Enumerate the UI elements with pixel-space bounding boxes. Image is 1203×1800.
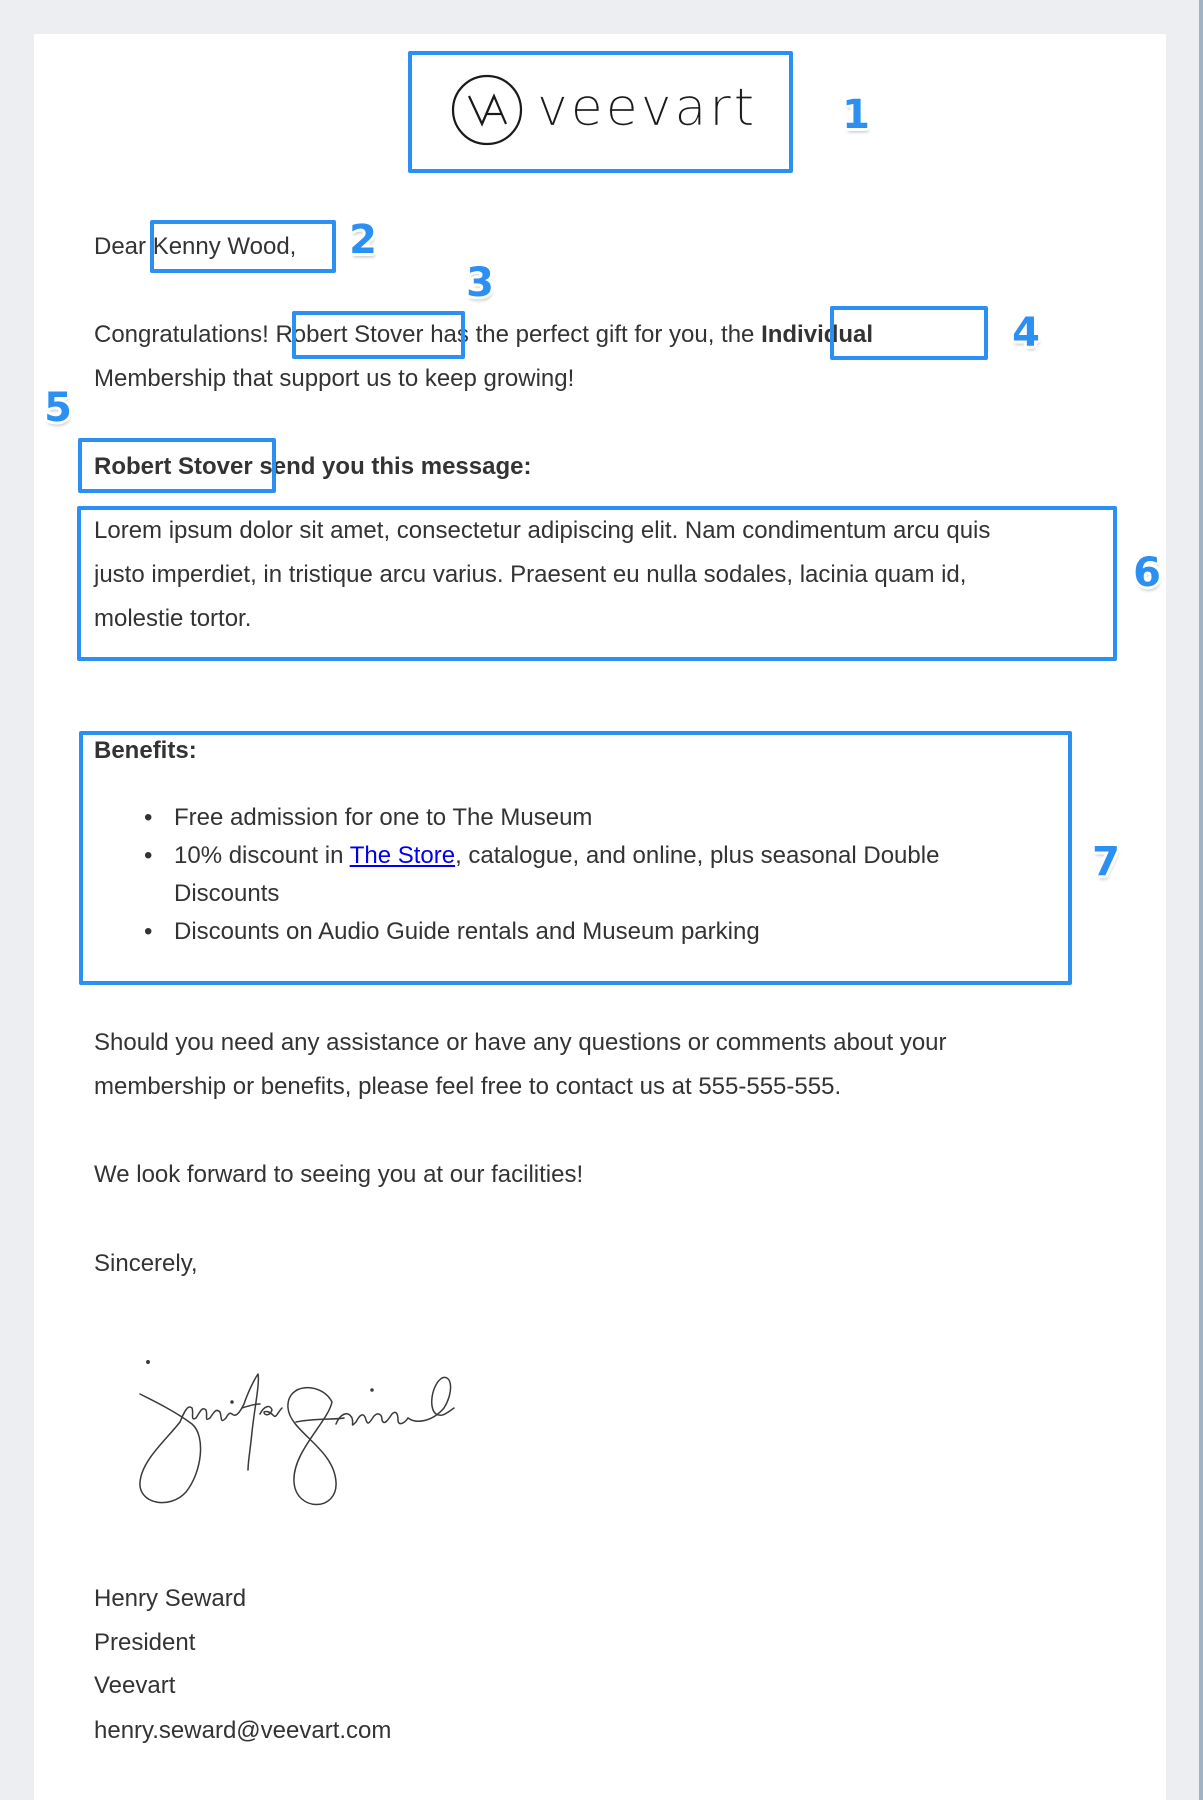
benefit-item-continuation: Discounts xyxy=(174,880,280,907)
window-edge xyxy=(1199,0,1203,1800)
intro-line-1 xyxy=(94,313,873,357)
message-sender-name: Robert Stover xyxy=(94,453,253,480)
annotation-number-7: 7 xyxy=(1092,839,1120,885)
intro-middle: has the perfect gift for you, the xyxy=(430,321,755,348)
signer-name: Henry Seward xyxy=(94,1585,247,1612)
signer-email: henry.seward@veevart.com xyxy=(94,1717,392,1744)
annotation-number-3: 3 xyxy=(466,260,494,306)
bullet-icon: • xyxy=(144,804,153,831)
message-line: molestie tortor. xyxy=(94,605,252,632)
signature-image xyxy=(136,1352,466,1512)
annotation-number-6: 6 xyxy=(1133,550,1161,596)
signer-organization: Veevart xyxy=(94,1672,176,1699)
greeting-line xyxy=(94,225,296,269)
benefit-item: • Discounts on Audio Guide rentals and Museum parking xyxy=(94,913,939,951)
annotation-number-2: 2 xyxy=(349,217,377,263)
bullet-icon: • xyxy=(144,842,153,869)
message-line: Lorem ipsum dolor sit amet, consectetur adipiscing elit. Nam condimentum arcu quis xyxy=(94,517,991,544)
the-store-link[interactable]: The Store xyxy=(349,842,456,869)
logo-wordmark: veevart xyxy=(537,78,758,138)
membership-type: Individual xyxy=(761,321,874,348)
message-header-suffix: send you this message: xyxy=(259,453,532,480)
handwritten-signature-icon xyxy=(136,1352,466,1512)
greeting-prefix: Dear xyxy=(94,233,147,260)
message-line: justo imperdiet, in tristique arcu varius. Praesent eu nulla sodales, lacinia quam id, xyxy=(94,561,967,588)
message-header xyxy=(94,445,531,489)
bullet-icon: • xyxy=(144,918,153,945)
intro-line-2: Membership that support us to keep growing! xyxy=(94,365,575,392)
annotation-number-5: 5 xyxy=(44,385,72,431)
benefit-item: • 10% discount in The Store, catalogue, and online, plus seasonal Double xyxy=(94,837,939,875)
annotation-number-4: 4 xyxy=(1012,310,1040,356)
closing-line: We look forward to seeing you at our facilities! xyxy=(94,1161,584,1188)
assistance-line: membership or benefits, please feel free to contact us at 555-555-555. xyxy=(94,1073,842,1100)
sender-name: Robert Stover xyxy=(275,321,424,348)
recipient-name: Kenny Wood, xyxy=(152,233,297,260)
signer-title: President xyxy=(94,1629,196,1656)
benefits-list xyxy=(94,799,939,951)
benefits-title: Benefits: xyxy=(94,737,197,764)
assistance-line: Should you need any assistance or have any questions or comments about your xyxy=(94,1029,947,1056)
sign-off: Sincerely, xyxy=(94,1250,198,1277)
intro-lead: Congratulations! xyxy=(94,321,269,348)
veevart-logo xyxy=(449,72,759,152)
annotation-number-1: 1 xyxy=(842,92,870,138)
benefit-item: • Free admission for one to The Museum xyxy=(94,799,939,837)
personal-message xyxy=(94,509,990,641)
